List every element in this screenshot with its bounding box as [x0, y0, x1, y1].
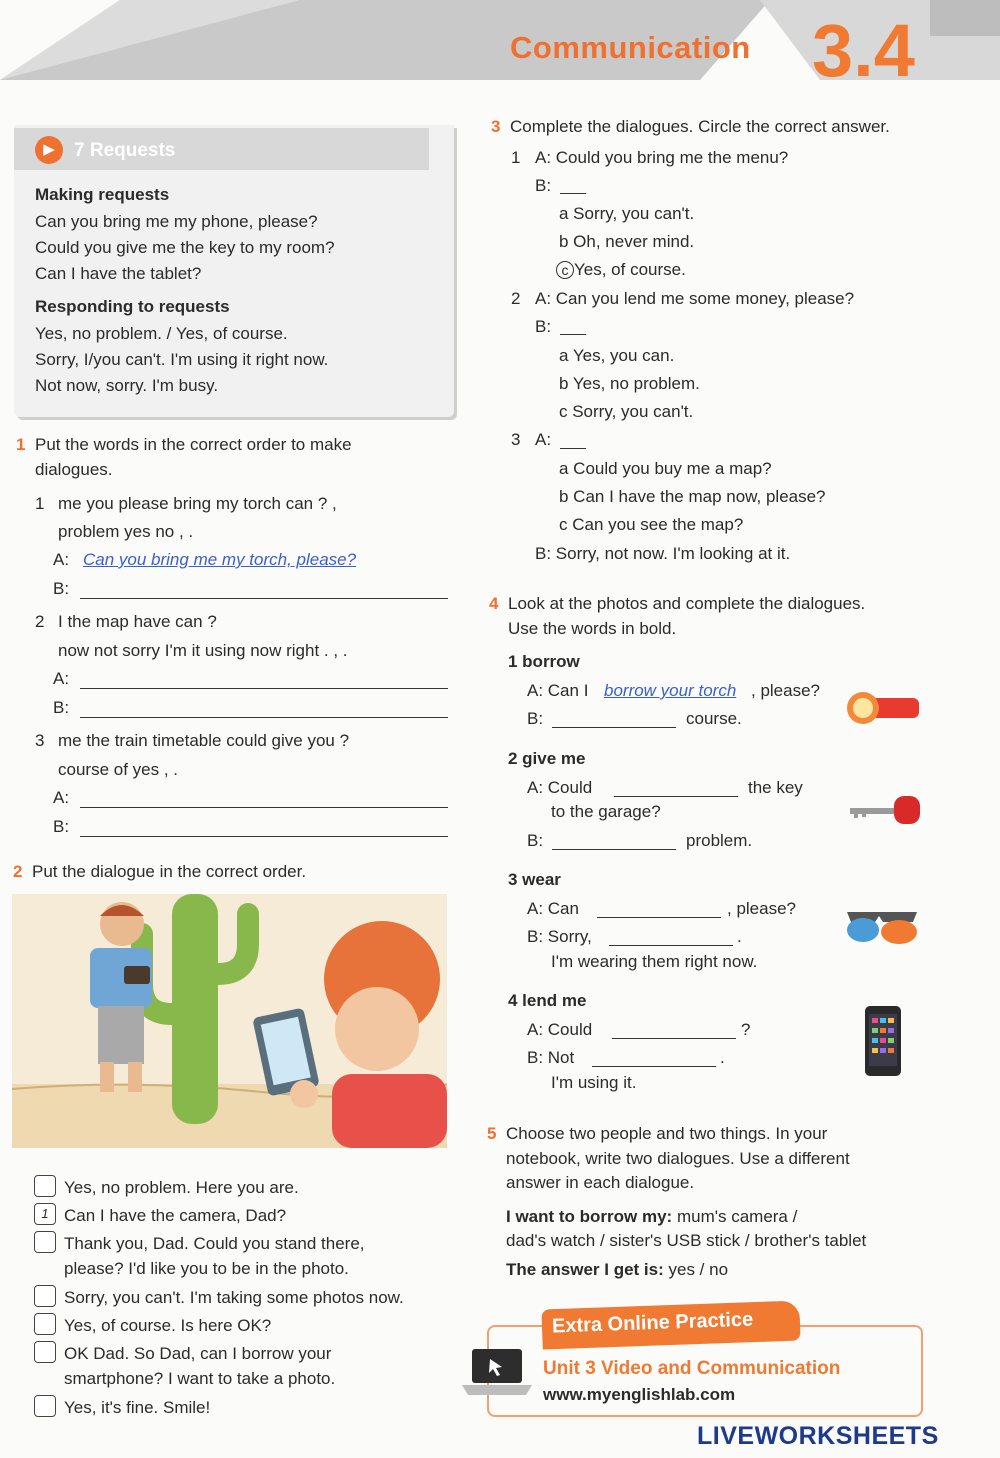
order-checkbox[interactable]	[34, 1175, 56, 1197]
extra-practice-unit: Unit 3 Video and Communication	[543, 1358, 841, 1379]
dialogue-a-suffix: , please?	[727, 899, 796, 918]
exercise-2-number: 2	[13, 862, 23, 881]
answer-line[interactable]	[80, 598, 448, 599]
scrambled-words: now not sorry I'm it using now right . , .	[58, 641, 348, 660]
exercise-1-instructions: Put the words in the correct order to make	[35, 435, 352, 454]
dialogue-b: B:	[535, 317, 552, 336]
order-checkbox[interactable]	[34, 1285, 56, 1307]
response-example: Sorry, I/you can't. I'm using it right now.	[35, 350, 329, 369]
extra-practice-url[interactable]: www.myenglishlab.com	[543, 1385, 736, 1404]
speaker-b-label: B:	[53, 698, 70, 717]
dialogue-a-suffix: , please?	[751, 681, 820, 700]
speaker-a-label: A:	[53, 550, 70, 569]
answer-option[interactable]: a Sorry, you can't.	[559, 204, 695, 223]
extra-practice-title: Extra Online Practice	[551, 1308, 754, 1338]
dialogue-a: A: Could you bring me the menu?	[535, 148, 789, 167]
answer-line[interactable]	[597, 917, 721, 918]
dialogue-b-prefix: B:	[527, 831, 544, 850]
answer-option[interactable]: b Yes, no problem.	[559, 374, 700, 393]
dialogue-b-line2: I'm using it.	[551, 1073, 637, 1092]
item-number: 1	[511, 148, 521, 167]
order-checkbox[interactable]	[34, 1231, 56, 1253]
dialogue-b-suffix: .	[720, 1048, 725, 1067]
item-number: 3	[35, 731, 45, 750]
answer-line[interactable]	[80, 688, 448, 689]
sunglasses-icon	[843, 902, 921, 948]
answer-option[interactable]: a Yes, you can.	[559, 346, 675, 365]
answer-line[interactable]	[80, 807, 448, 808]
dialogue-a-line2: to the garage?	[551, 802, 661, 821]
option-text: Yes, of course.	[574, 260, 686, 279]
answer-line[interactable]	[80, 717, 448, 718]
scrambled-words: course of yes , .	[58, 760, 178, 779]
exercise-1-instructions: dialogues.	[35, 460, 113, 479]
item-heading: 1 borrow	[508, 652, 580, 671]
order-checkbox[interactable]	[34, 1341, 56, 1363]
exercise-5-instructions: notebook, write two dialogues. Use a different	[506, 1149, 850, 1168]
smartphone-icon	[863, 1004, 903, 1078]
dialogue-a-suffix: ?	[741, 1020, 751, 1039]
laptop-icon	[462, 1347, 532, 1397]
answer-line[interactable]	[612, 1038, 736, 1039]
liveworksheets-logo[interactable]: LIVEWORKSHEETS	[697, 1422, 939, 1450]
example-answer: Can you bring me my torch, please?	[83, 550, 357, 569]
item-heading: 4 lend me	[508, 991, 587, 1010]
exercise-3-number: 3	[491, 117, 501, 136]
responding-heading: Responding to requests	[35, 297, 230, 316]
dialogue-a-prefix: A: Can I	[527, 681, 589, 700]
answer-option[interactable]: b Oh, never mind.	[559, 232, 695, 251]
speaker-a-label: A:	[53, 669, 70, 688]
key-icon	[846, 792, 922, 826]
request-example: Can I have the tablet?	[35, 264, 202, 283]
dialogue-b-line2: I'm wearing them right now.	[551, 952, 758, 971]
answer-values: yes / no	[663, 1260, 729, 1279]
answer-option[interactable]: a Could you buy me a map?	[559, 459, 772, 478]
dialogue-line: Can I have the camera, Dad?	[64, 1206, 287, 1225]
borrow-items-line2: dad's watch / sister's USB stick / brother's tablet	[506, 1231, 867, 1250]
desert-photo-illustration	[12, 894, 447, 1148]
dialogue-b-suffix: .	[737, 927, 742, 946]
borrow-options	[506, 1206, 797, 1228]
dialogue-line: Yes, no problem. Here you are.	[64, 1178, 299, 1197]
item-heading: 2 give me	[508, 749, 586, 768]
answer-line[interactable]	[614, 796, 738, 797]
answer-line[interactable]	[592, 1066, 716, 1067]
exercise-4-instructions: Use the words in bold.	[508, 619, 677, 638]
answer-line[interactable]	[552, 727, 676, 728]
item-number: 2	[35, 612, 45, 631]
exercise-3-instructions: Complete the dialogues. Circle the correct answer.	[510, 117, 890, 136]
answer-option-selected[interactable]	[556, 259, 686, 281]
dialogue-line: Sorry, you can't. I'm taking some photos now.	[64, 1288, 404, 1307]
dialogue-b-suffix: problem.	[686, 831, 753, 850]
dialogue-a-prefix: A: Can	[527, 899, 579, 918]
order-checkbox[interactable]: 1	[34, 1203, 56, 1225]
scrambled-words: problem yes no , .	[58, 522, 194, 541]
dialogue-line: please? I'd like you to be in the photo.	[64, 1259, 349, 1278]
answer-line[interactable]	[609, 945, 733, 946]
exercise-4-instructions: Look at the photos and complete the dialogues.	[508, 594, 866, 613]
exercise-5-instructions: Choose two people and two things. In your	[506, 1124, 828, 1143]
scrambled-words: I the map have can ?	[58, 612, 217, 631]
dialogue-b: B: Sorry, not now. I'm looking at it.	[535, 544, 791, 563]
borrow-items: mum's camera /	[672, 1207, 798, 1226]
answer-option[interactable]: b Can I have the map now, please?	[559, 487, 826, 506]
page-title: Communication	[510, 30, 751, 65]
torch-icon	[845, 686, 921, 730]
dialogue-line: smartphone? I want to take a photo.	[64, 1369, 336, 1388]
exercise-5-instructions: answer in each dialogue.	[506, 1173, 695, 1192]
dialogue-b-suffix: course.	[686, 709, 742, 728]
request-example: Can you bring me my phone, please?	[35, 212, 318, 231]
dialogue-line: Yes, of course. Is here OK?	[64, 1316, 272, 1335]
item-heading: 3 wear	[508, 870, 561, 889]
exercise-5-number: 5	[487, 1124, 497, 1143]
dialogue-a-prefix: A: Could	[527, 1020, 593, 1039]
item-number: 3	[511, 430, 521, 449]
request-example: Could you give me the key to my room?	[35, 238, 335, 257]
dialogue-a: A:	[535, 430, 552, 449]
answer-option[interactable]: c Can you see the map?	[559, 515, 744, 534]
dialogue-b-prefix: B:	[527, 709, 544, 728]
exercise-2-instructions: Put the dialogue in the correct order.	[32, 862, 307, 881]
answer-label: The answer I get is:	[506, 1260, 664, 1279]
item-number: 1	[35, 494, 45, 513]
answer-line[interactable]	[80, 836, 448, 837]
order-checkbox[interactable]	[34, 1313, 56, 1335]
scrambled-words: me you please bring my torch can ? ,	[58, 494, 337, 513]
making-requests-heading: Making requests	[35, 185, 170, 204]
speaker-b-label: B:	[53, 579, 70, 598]
order-checkbox[interactable]	[34, 1395, 56, 1417]
speaker-a-label: A:	[53, 788, 70, 807]
requests-panel-title: 7 Requests	[74, 140, 176, 161]
answer-blank[interactable]	[560, 193, 586, 194]
dialogue-a: A: Can you lend me some money, please?	[535, 289, 855, 308]
answer-blank[interactable]	[560, 448, 586, 449]
speaker-b-label: B:	[53, 817, 70, 836]
exercise-1-number: 1	[16, 435, 26, 454]
unit-number: 3.4	[812, 9, 915, 92]
circled-letter: c	[556, 261, 574, 279]
dialogue-line: Thank you, Dad. Could you stand there,	[64, 1234, 365, 1253]
response-example: Not now, sorry. I'm busy.	[35, 376, 219, 395]
exercise-4-number: 4	[489, 594, 499, 613]
response-example: Yes, no problem. / Yes, of course.	[35, 324, 288, 343]
dialogue-b-prefix: B: Sorry,	[527, 927, 592, 946]
example-answer: borrow your torch	[604, 681, 737, 700]
scrambled-words: me the train timetable could give you ?	[58, 731, 350, 750]
dialogue-b: B:	[535, 176, 552, 195]
answer-blank[interactable]	[560, 334, 586, 335]
dialogue-b-prefix: B: Not	[527, 1048, 575, 1067]
speaker-icon[interactable]: ▶	[35, 136, 63, 164]
item-number: 2	[511, 289, 521, 308]
answer-options	[506, 1259, 728, 1281]
dialogue-line: Yes, it's fine. Smile!	[64, 1398, 211, 1417]
answer-line[interactable]	[552, 849, 676, 850]
answer-option[interactable]: c Sorry, you can't.	[559, 402, 694, 421]
dialogue-a-prefix: A: Could	[527, 778, 593, 797]
dialogue-line: OK Dad. So Dad, can I borrow your	[64, 1344, 332, 1363]
borrow-label: I want to borrow my:	[506, 1207, 673, 1226]
dialogue-a-suffix: the key	[748, 778, 803, 797]
